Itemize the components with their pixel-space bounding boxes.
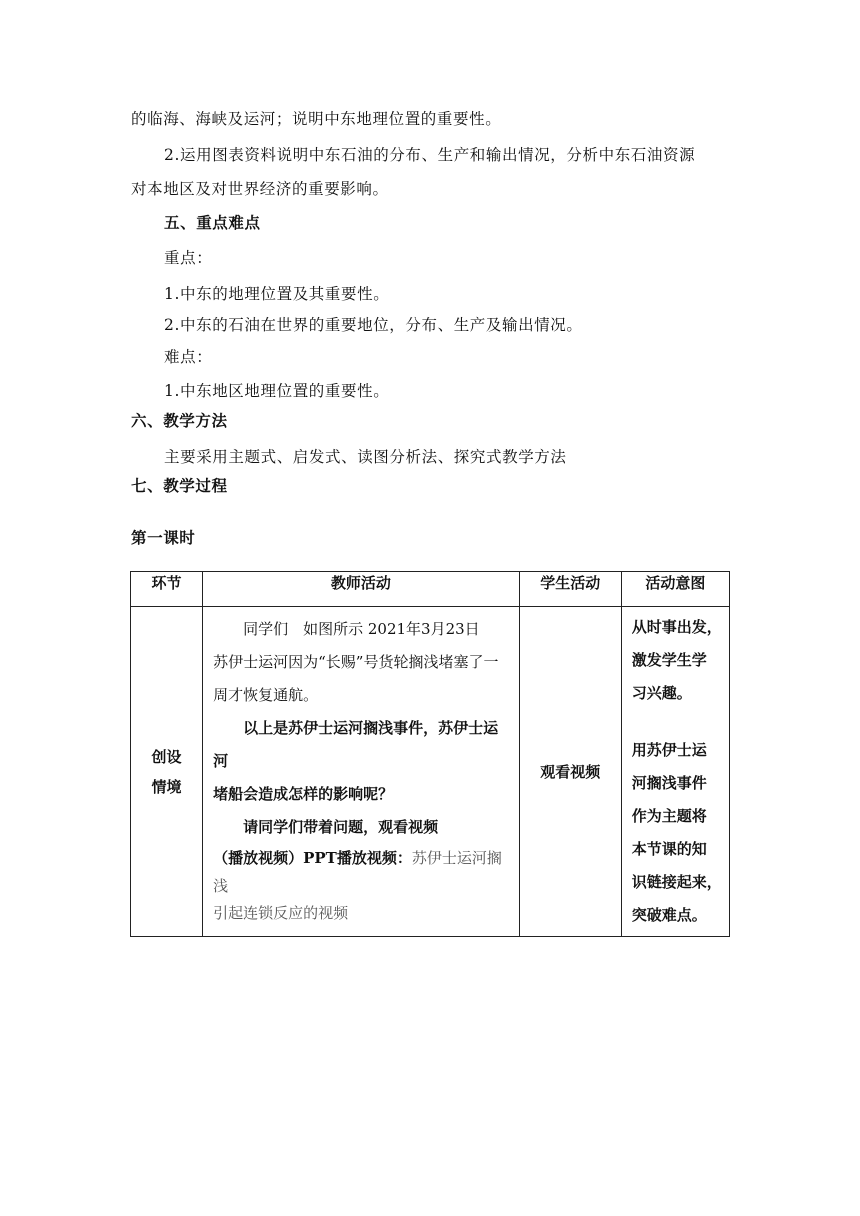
key-points-label: 重点：: [164, 249, 213, 267]
teacher-video-line: [213, 844, 511, 900]
intent-text: 本节课的知: [631, 840, 707, 858]
column-header-stage: 环节: [131, 572, 203, 607]
spacer: [632, 710, 723, 734]
teacher-text: 同学们 如图所示 2021年3月23日: [243, 620, 480, 638]
intent-text: 识链接起来，: [631, 873, 722, 891]
teacher-text: 堵船会造成怎样的影响呢？: [213, 785, 394, 803]
video-title-text: 苏伊士运河搁浅: [213, 849, 502, 895]
intent-text: 习兴趣。: [631, 684, 692, 702]
table-header-row: [131, 572, 730, 607]
key-point-item: 2.中东的石油在世界的重要地位，分布、生产及输出情况。: [164, 316, 583, 334]
intent-text: 从时事出发，: [631, 618, 722, 636]
stage-label: 情境: [151, 777, 182, 796]
text-line: 的临海、海峡及运河；说明中东地理位置的重要性。: [131, 110, 502, 128]
intent-text: 用苏伊士运: [631, 741, 707, 759]
intent-text: 突破难点。: [631, 906, 707, 924]
text-line: 2.运用图表资料说明中东石油的分布、生产和输出情况，分析中东石油资源: [164, 146, 696, 164]
column-header-student: 学生活动: [519, 572, 621, 607]
teaching-process-table: [130, 571, 730, 937]
teacher-text: 请同学们带着问题，观看视频: [243, 818, 439, 836]
intent-cell: [621, 607, 729, 937]
intent-text: 激发学生学: [631, 651, 707, 669]
teacher-text: 周才恢复通航。: [213, 686, 319, 704]
intent-text: 作为主题将: [631, 807, 707, 825]
stage-label: 创设: [151, 747, 182, 766]
teacher-text: 苏伊士运河因为“长赐”号货轮搁浅堵塞了一: [213, 653, 499, 671]
section-heading: 六、教学方法: [131, 411, 228, 430]
section-heading: 五、重点难点: [164, 213, 261, 232]
lesson-title: 第一课时: [131, 528, 196, 547]
method-text: 主要采用主题式、启发式、读图分析法、探究式教学方法: [164, 448, 567, 466]
intent-text: 河搁浅事件: [631, 774, 707, 792]
column-header-teacher: 教师活动: [203, 572, 520, 607]
stage-cell: [131, 607, 203, 937]
text-line: 对本地区及对世界经济的重要影响。: [131, 180, 389, 198]
student-activity-cell: 观看视频: [519, 607, 621, 937]
video-title-text: 引起连锁反应的视频: [213, 904, 349, 922]
teacher-activity-cell: [203, 607, 520, 937]
teacher-text: 以上是苏伊士运河搁浅事件，苏伊士运河: [213, 719, 499, 770]
teacher-text: （播放视频）PPT播放视频：: [213, 849, 412, 867]
difficulty-label: 难点：: [164, 348, 213, 366]
section-heading: 七、教学过程: [131, 476, 228, 495]
difficulty-item: 1.中东地区地理位置的重要性。: [164, 382, 390, 400]
key-point-item: 1.中东的地理位置及其重要性。: [164, 285, 390, 303]
column-header-intent: 活动意图: [621, 572, 729, 607]
table-row: [131, 607, 730, 937]
